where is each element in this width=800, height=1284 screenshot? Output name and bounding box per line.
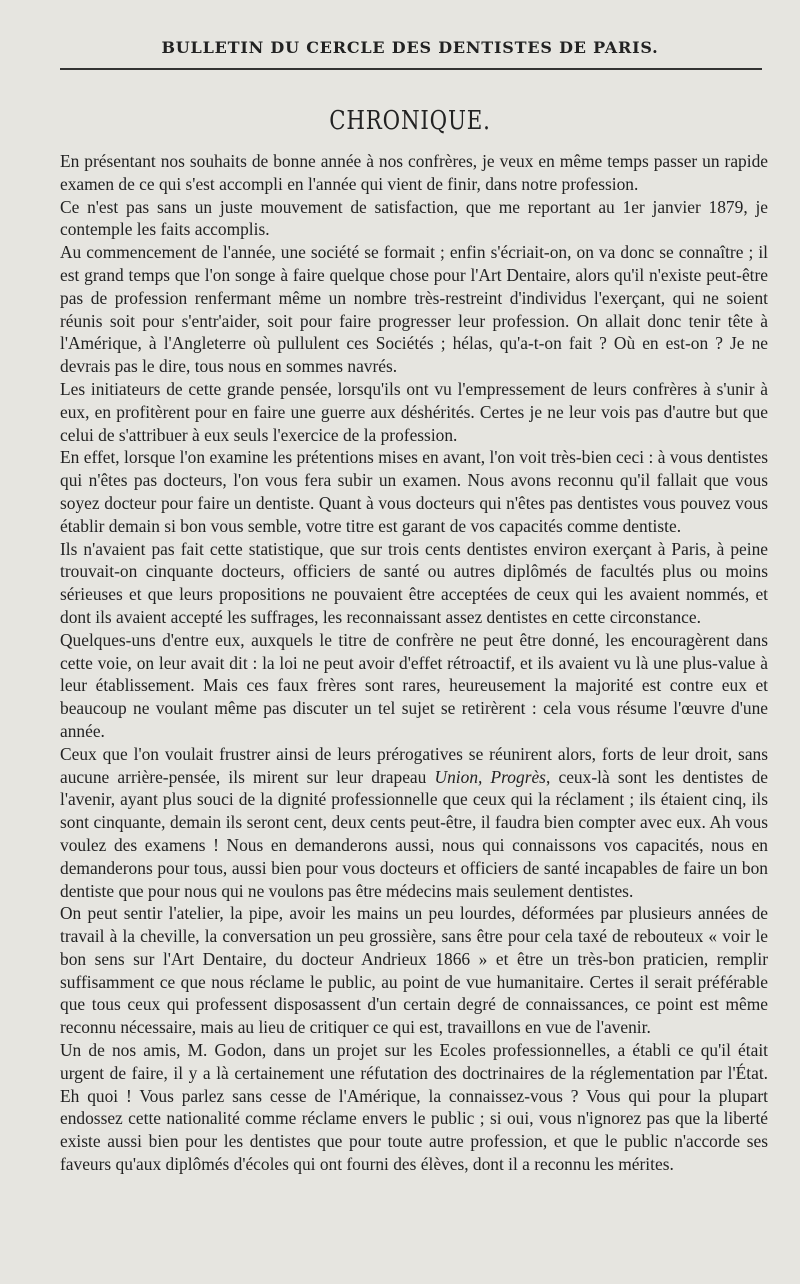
paragraph: Ceux que l'on voulait frustrer ainsi de leurs prérogatives se réunirent alors, forts de leur droit, sans aucune arrière-pensée, ils mirent sur leur drapeau Union, Progrès, ceux-là sont les dentistes de l'avenir, ayant plus souci de la dignité professionnelle que ceux qui la réclament ; ils étaient cinq, ils sont cinquante, demain ils seront cent, deux cents peut-être, il faudra bien compter avec eux. Ah vous voulez des examens ! Nous en demanderons aussi, nous qui connaissons vos capacités, nous en demanderons pour tous, aussi bien pour vous docteurs et officiers de santé incapables de faire un bon dentiste que pour nous qui ne voulons pas être médecins mais seulement dentistes. (60, 743, 768, 901)
paragraph: Les initiateurs de cette grande pensée, lorsqu'ils ont vu l'empressement de leurs confrères à s'unir à eux, en profitèrent pour en faire une guerre aux déshérités. Certes je ne leur vois pas d'autre but que celui de s'attribuer à eux seuls l'exercice de la profession. (60, 378, 768, 445)
running-header: BULLETIN DU CERCLE DES DENTISTES DE PARIS. (161, 38, 659, 57)
paragraph: On peut sentir l'atelier, la pipe, avoir les mains un peu lourdes, déformées par plusieurs années de travail à la cheville, la conversation un peu grossière, sans être pour cela taxé de rebouteux « voir le bon sens sur l'Art Dentaire, du docteur Andrieux 1866 » et être un très-bon praticien, remplir suffisamment ce que nous réclame le public, au point de vue humanitaire. Certes il serait préférable que tous ceux qui professent disposassent d'un certain degré de connaissances, ce point est même reconnu nécessaire, mais au lieu de critiquer ce qui est, travaillons en vue de l'avenir. (60, 903, 768, 1038)
motto-text: Union, Progrès (434, 766, 546, 787)
paragraph: Quelques-uns d'entre eux, auxquels le titre de confrère ne peut être donné, les encouragèrent dans cette voie, on leur avait dit : la loi ne peut avoir d'effet rétroactif, et ils avaient vu là une plus-value à leur établissement. Mais ces faux frères sont rares, heureusement la majorité est contre eux et beaucoup ne voulant même pas discuter un tel sujet se retirèrent : cela vous résume l'œuvre d'une année. (60, 629, 768, 741)
paragraph: En présentant nos souhaits de bonne année à nos confrères, je veux en même temps passer un rapide examen de ce qui s'est accompli en l'année qui vient de finir, dans notre profession. (60, 151, 768, 194)
paragraph: Un de nos amis, M. Godon, dans un projet sur les Ecoles professionnelles, a établi ce qu'il était urgent de faire, il y a là certainement une réfutation des doctrinaires de la réglementation par l'État. Eh quoi ! Vous parlez sans cesse de l'Amérique, la connaissez-vous ? Vous qui pour la plupart endossez cette nationalité comme réclame envers le public ; si oui, vous n'ignorez pas que la liberté existe aussi bien pour les dentistes que pour toute autre profession, et que le public n'accorde ses faveurs qu'aux diplômés d'écoles qui ont fourni des élèves, dont il a reconnu les mérites. (60, 1040, 768, 1175)
paragraph: Au commencement de l'année, une société se formait ; enfin s'écriait-on, on va donc se connaître ; il est grand temps que l'on songe à faire quelque chose pour l'Art Dentaire, alors qu'il n'existe peut-être pas de profession renfermant même un nombre très-restreint d'individus l'exerçant, qui ne soient réunis soit pour s'entr'aider, soit pour faire progresser leur profession. On allait donc tenir tête à l'Amérique, à l'Angleterre où pullulent ces Sociétés ; hélas, qu'a-t-on fait ? Où en est-on ? Je ne devrais pas le dire, tous nous en sommes navrés. (60, 242, 768, 377)
article-title: CHRONIQUE. (329, 106, 491, 136)
paragraph: En effet, lorsque l'on examine les prétentions mises en avant, l'on voit très-bien ceci : à vous dentistes qui n'êtes pas docteurs, l'on vous fera subir un examen. Nous avons reconnu qu'il fallait que vous soyez docteur pour faire un dentiste. Quant à vous docteurs qui n'êtes pas dentistes vous pouvez vous établir demain si bon vous semble, votre titre est garant de vos capacités comme dentiste. (60, 447, 768, 536)
paragraph: Ils n'avaient pas fait cette statistique, que sur trois cents dentistes environ exerçant à Paris, à peine trouvait-on cinquante docteurs, officiers de santé ou autres diplômés de facultés plus ou moins sérieuses et que leurs propositions ne pouvaient être acceptées de ceux qui les avaient nommés, et dont ils avaient accepté les suffrages, les reconnaissant assez dentistes en cette circonstance. (60, 538, 768, 627)
article-body (60, 150, 768, 1176)
paragraph: Ce n'est pas sans un juste mouvement de satisfaction, que me reportant au 1er janvier 1879, je contemple les faits accomplis. (60, 196, 768, 240)
header-rule (60, 68, 762, 70)
